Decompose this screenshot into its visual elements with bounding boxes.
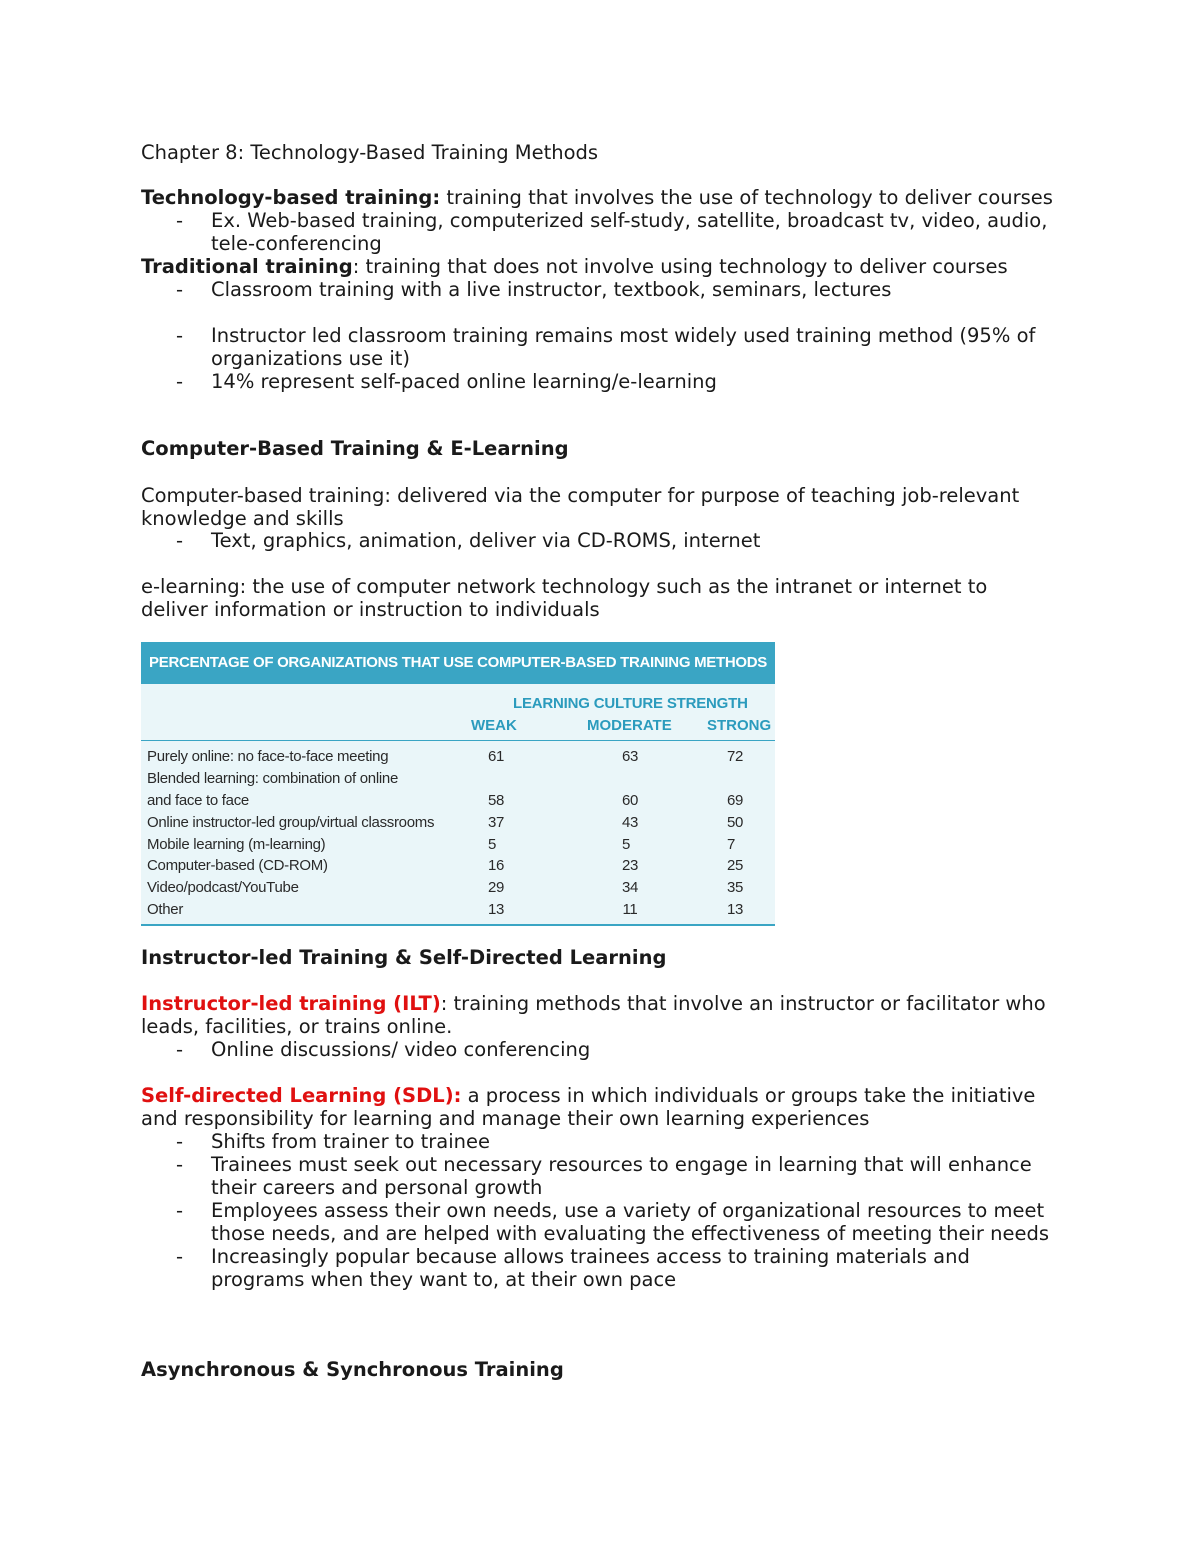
table-cell: 34 — [621, 879, 639, 896]
ilt-term: Instructor-led training (ILT) — [141, 992, 441, 1015]
tech-based-definition — [141, 186, 1071, 209]
traditional-term: Traditional training — [141, 255, 353, 278]
ilt-sdl-heading: Instructor-led Training & Self-Directed Learning — [141, 946, 667, 969]
table-cell: 23 — [621, 857, 639, 874]
table-cell: 60 — [621, 792, 639, 809]
tech-based-term: Technology-based training: — [141, 186, 441, 209]
table-cell: 13 — [726, 901, 744, 918]
table-cell: 37 — [487, 814, 505, 831]
col-header-moderate: MODERATE — [587, 717, 672, 734]
table-cell: 11 — [622, 901, 638, 918]
row-label: Video/podcast/YouTube — [147, 879, 299, 896]
sdl-definition — [141, 1084, 1051, 1130]
list-item: - 14% represent self-paced online learning/e-learning — [0, 370, 1100, 393]
table-cell: 63 — [621, 748, 639, 765]
row-label: and face to face — [147, 792, 249, 809]
table-cell: 61 — [487, 748, 505, 765]
table-cell: 43 — [621, 814, 639, 831]
table-cell: 50 — [726, 814, 744, 831]
row-label: Computer-based (CD-ROM) — [147, 857, 328, 874]
table-divider — [141, 740, 775, 741]
row-label: Blended learning: combination of online — [147, 770, 398, 787]
sdl-term: Self-directed Learning (SDL): — [141, 1084, 462, 1107]
list-item: - Text, graphics, animation, deliver via CD-ROMS, internet — [0, 529, 1100, 552]
row-label: Mobile learning (m-learning) — [147, 836, 326, 853]
table-group-header: LEARNING CULTURE STRENGTH — [513, 695, 748, 712]
table-cell: 5 — [487, 836, 497, 853]
col-header-weak: WEAK — [471, 717, 517, 734]
tech-based-def: training that involves the use of technology to deliver courses — [440, 186, 1053, 209]
table-cell: 16 — [487, 857, 505, 874]
list-item: - Trainees must seek out necessary resources to engage in learning that will enhance their careers and personal growth — [0, 1153, 1100, 1199]
sdl-def: a process in which individuals or groups take the initiative and responsibility for learning and manage their own learning experiences — [141, 1084, 1036, 1130]
table-cell: 25 — [726, 857, 744, 874]
cbt-bullets — [0, 529, 1100, 552]
cbt-heading: Computer-Based Training & E-Learning — [141, 437, 569, 460]
table-cell: 29 — [487, 879, 505, 896]
list-item: - Instructor led classroom training remains most widely used training method (95% of organizations use it) — [0, 324, 1100, 370]
list-item: - Increasingly popular because allows trainees access to training materials and programs when they want to, at their own pace — [0, 1245, 1100, 1291]
list-item: - Online discussions/ video conferencing — [0, 1038, 1100, 1061]
table-cell: 69 — [726, 792, 744, 809]
row-label: Other — [147, 901, 184, 918]
list-item: - Employees assess their own needs, use a variety of organizational resources to meet those needs, and are helped with evaluating the effectiveness of meeting their needs — [0, 1199, 1100, 1245]
table-cell: 58 — [487, 792, 505, 809]
traditional-def: : training that does not involve using technology to deliver courses — [352, 255, 1008, 278]
row-label: Online instructor-led group/virtual classrooms — [147, 814, 435, 831]
tech-based-bullets — [0, 209, 1100, 255]
elearning-definition: e-learning: the use of computer network technology such as the intranet or internet to deliver information or instruction to individuals — [141, 575, 988, 621]
table-cell: 72 — [726, 748, 744, 765]
ilt-def: : training methods that involve an instructor or facilitator who leads, facilities, or trains online. — [141, 992, 1046, 1038]
cbt-methods-table — [141, 642, 775, 926]
table-cell: 13 — [487, 901, 505, 918]
sdl-bullets — [0, 1130, 1100, 1291]
ilt-definition — [141, 992, 1061, 1038]
table-cell: 5 — [621, 836, 631, 853]
list-item: - Classroom training with a live instructor, textbook, seminars, lectures — [0, 278, 1100, 301]
cbt-definition: Computer-based training: delivered via the computer for purpose of teaching job-relevant knowledge and skills — [141, 484, 1020, 530]
row-label: Purely online: no face-to-face meeting — [147, 748, 389, 765]
traditional-bullets — [0, 278, 1100, 393]
chapter-title: Chapter 8: Technology-Based Training Methods — [141, 141, 599, 164]
table-title: PERCENTAGE OF ORGANIZATIONS THAT USE COMPUTER-BASED TRAINING METHODS — [141, 642, 775, 684]
table-cell: 7 — [726, 836, 736, 853]
list-item: - Ex. Web-based training, computerized self-study, satellite, broadcast tv, video, audio, tele-conferencing — [0, 209, 1100, 255]
async-sync-heading: Asynchronous & Synchronous Training — [141, 1358, 564, 1381]
ilt-bullets — [0, 1038, 1100, 1061]
traditional-definition — [141, 255, 1071, 278]
table-cell: 35 — [726, 879, 744, 896]
list-item: - Shifts from trainer to trainee — [0, 1130, 1100, 1153]
col-header-strong: STRONG — [707, 717, 772, 734]
